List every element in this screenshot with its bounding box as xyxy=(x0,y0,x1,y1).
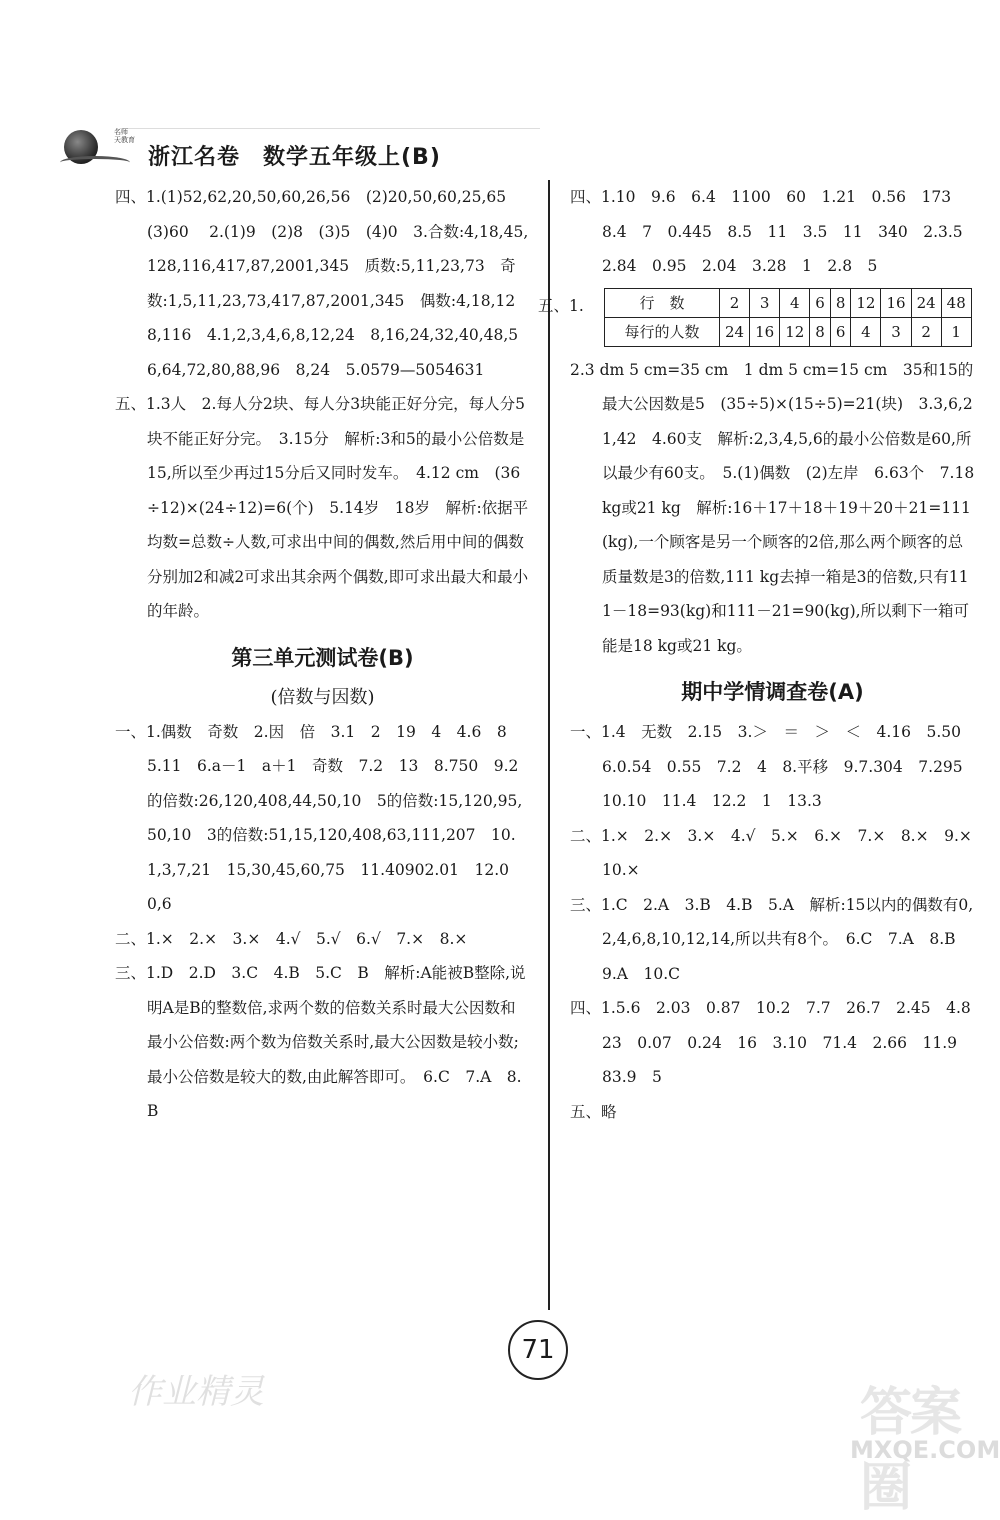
table-intro: 五、1. xyxy=(538,296,584,315)
table-cell: 8 xyxy=(810,317,831,346)
table-cell: 16 xyxy=(750,317,780,346)
table-cell: 6 xyxy=(810,288,831,317)
watermark-left: 作业精灵 xyxy=(128,1372,264,1412)
table-cell: 2 xyxy=(720,288,750,317)
right-column xyxy=(538,180,988,1129)
answer-block-4: 四、1.5.6 2.03 0.87 10.2 7.7 26.7 2.45 4.8 23 0.07 0.24 16 3.10 71.4 2.66 11.9 83.9 5 xyxy=(570,999,987,1086)
table-cell: 16 xyxy=(881,288,911,317)
table-cell: 4 xyxy=(851,317,881,346)
section-subtitle-unit3: (倍数与因数) xyxy=(270,686,375,708)
answer-block-2: 二、1.× 2.× 3.× 4.√ 5.√ 6.√ 7.× 8.× xyxy=(115,929,468,948)
table-cell: 48 xyxy=(941,288,971,317)
page-header xyxy=(30,118,550,188)
watermark-right xyxy=(850,1370,1000,1518)
section-title-unit3: 第三单元测试卷(B) xyxy=(231,645,414,670)
table-cell: 4 xyxy=(780,288,810,317)
answer-block-4: 四、1.10 9.6 6.4 1100 60 1.21 0.56 173 8.4 7 0.445 8.5 11 3.5 11 340 2.3.5 2.84 0.95 2.04 3.28 1 2.8 5 xyxy=(570,188,979,275)
table-cell: 3 xyxy=(881,317,911,346)
table-row xyxy=(605,317,972,346)
answer-block-5: 五、略 xyxy=(570,1102,617,1121)
answer-block-1: 一、1.偶数 奇数 2.因 倍 3.1 2 19 4 4.6 8 5.11 6.a－1 a＋1 奇数 7.2 13 8.750 9.2的倍数:26,120,408,44,50,10 5的倍数:15,120,95,50,10 3的倍数:51,15,120,408,63,111,207 10.1,3,7,21 15,30,45,60,75 11.40902.01 12.0 0,6 xyxy=(115,722,525,913)
table-cell: 12 xyxy=(851,288,881,317)
watermark-url: MXQE.COM xyxy=(850,1436,1000,1464)
page-number: 71 xyxy=(508,1320,568,1380)
answer-block-3: 三、1.C 2.A 3.B 4.B 5.A 解析:15以内的偶数有0,2,4,6,8,10,12,14,所以共有8个。 6.C 7.A 8.B 9.A 10.C xyxy=(570,895,974,983)
header-rule xyxy=(120,128,540,129)
table-cell: 24 xyxy=(720,317,750,346)
table-row-header: 行 数 xyxy=(605,288,720,317)
section-title-midterm: 期中学情调查卷(A) xyxy=(681,680,864,704)
watermark-logo-text: 答案圈 xyxy=(860,1383,961,1518)
book-title: 浙江名卷 数学五年级上(B) xyxy=(148,145,441,170)
answer-block-2: 二、1.× 2.× 3.× 4.√ 5.× 6.× 7.× 8.× 9.× 10.× xyxy=(570,826,988,879)
answer-block-3: 三、1.D 2.D 3.C 4.B 5.C B 解析:A能被B整除,说明A是B的整数倍,求两个数的倍数关系时最大公因数和最小公倍数:两个数为倍数关系时,最大公因数是较小数;最小公倍数是较大的数,由此解答即可。 6.C 7.A 8.B xyxy=(115,964,526,1120)
table-cell: 1 xyxy=(941,317,971,346)
column-divider xyxy=(548,180,550,1310)
table-cell: 2 xyxy=(911,317,941,346)
table-cell: 8 xyxy=(830,288,851,317)
table-cell: 24 xyxy=(911,288,941,317)
answer-block-4: 四、1.(1)52,62,20,50,60,26,56 (2)20,50,60,25,65 (3)60 2.(1)9 (2)8 (3)5 (4)0 3.合数:4,18,45,128,116,417,87,2001,345 质数:5,11,23,73 奇数:1,5,11,23,73,417,87,2001,345 偶数:4,18,128,116 4.1,2,3,4,6,8,12,24 8,16,24,32,40,48,56,64,72,80,88,96 8,24 5.0579—5054631 xyxy=(115,188,529,379)
table-cell: 12 xyxy=(780,317,810,346)
answer-table xyxy=(604,288,972,347)
table-cell: 3 xyxy=(750,288,780,317)
answer-block-1: 一、1.4 无数 2.15 3.＞ ＝ ＞ ＜ 4.16 5.50 6.0.54 0.55 7.2 4 8.平移 9.7.304 7.295 10.10 11.4 12.2 1 13.3 xyxy=(570,723,979,810)
table-wrapper xyxy=(538,288,975,347)
table-cell: 6 xyxy=(830,317,851,346)
left-column xyxy=(115,180,530,1129)
table-row xyxy=(605,288,972,317)
answer-block-5: 五、1.3人 2.每人分2块、每人分3块能正好分完，每人分5块不能正好分完。 3.15分 解析:3和5的最小公倍数是15,所以至少再过15分后又同时发车。 4.12 cm (36÷12)×(24÷12)=6(个) 5.14岁 18岁 解析:依据平均数=总数÷人数,可求出中间的偶数,然后用中间的偶数分别加2和减2可求出其余两个偶数,即可求出最大和最小的年龄。 xyxy=(115,395,529,620)
table-row-header: 每行的人数 xyxy=(605,317,720,346)
publisher-logo-icon: 名师 天教育 xyxy=(60,126,138,172)
answer-block-5-cont: 2.3 dm 5 cm=35 cm 1 dm 5 cm=15 cm 35和15的最大公因数是5 (35÷5)×(15÷5)=21(块) 3.3,6,21,42 4.60支 解析:2,3,4,5,6的最小公倍数是60,所以最少有60支。 5.(1)偶数 (2)左岸 6.63个 7.18 kg或21 kg 解析:16＋17＋18＋19＋20＋21=111(kg),一个顾客是另一个顾客的2倍,那么两个顾客的总质量数是3的倍数,111 kg去掉一箱是3的倍数,只有111－18=93(kg)和111－21=90(kg),所以剩下一箱可能是18 kg或21 kg。 xyxy=(570,360,980,655)
